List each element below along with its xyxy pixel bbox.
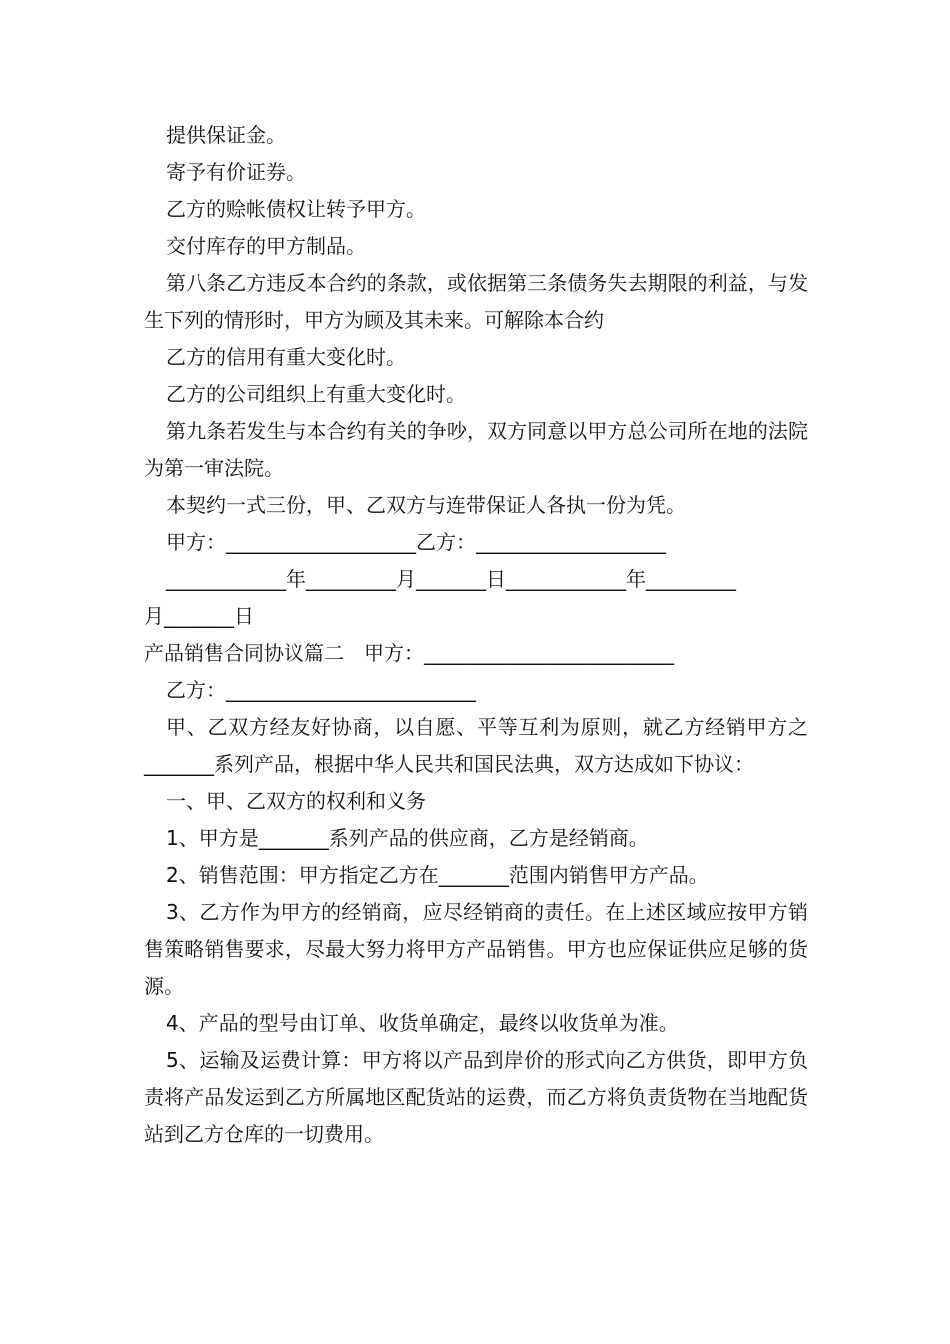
text-line: 寄予有价证券。 [166, 160, 306, 184]
text-line: 提供保证金。 [166, 123, 286, 147]
date-line: ____________年_________月_______日____________年_________ [166, 567, 736, 591]
section-title: 一、甲、乙双方的权利和义务 [166, 789, 426, 813]
text-line: 乙方的赊帐债权让转予甲方。 [166, 197, 426, 221]
article-9-paragraph: 第九条若发生与本合约有关的争吵，双方同意以甲方总公司所在地的法院为第一审法院。 [144, 419, 808, 480]
article-8-paragraph: 第八条乙方违反本合约的条款，或依据第三条债务失去期限的利益，与发生下列的情形时，甲方为顾及其未来。可解除本合约 [144, 271, 808, 332]
text-line: 交付库存的甲方制品。 [166, 234, 366, 258]
text-line: 乙方的信用有重大变化时。 [166, 345, 406, 369]
intro-paragraph: 甲、乙双方经友好协商，以自愿、平等互利为原则，就乙方经销甲方之_______系列产品，根据中华人民共和国民法典，双方达成如下协议： [144, 715, 808, 776]
section-heading-line: 产品销售合同协议篇二 甲方：_________________________ [144, 641, 674, 665]
party-b-line: 乙方：_________________________ [166, 678, 476, 702]
clause-2: 2、销售范围：甲方指定乙方在_______范围内销售甲方产品。 [166, 863, 709, 887]
clause-4: 4、产品的型号由订单、收货单确定，最终以收货单为准。 [166, 1011, 679, 1035]
document-body [144, 117, 808, 1153]
date-line-continued: 月_______日 [144, 604, 254, 628]
text-line: 乙方的公司组织上有重大变化时。 [166, 382, 466, 406]
clause-1: 1、甲方是_______系列产品的供应商，乙方是经销商。 [166, 826, 649, 850]
clause-3: 3、乙方作为甲方的经销商，应尽经销商的责任。在上述区域应按甲方销售策略销售要求，尽最大努力将甲方产品销售。甲方也应保证供应足够的货源。 [144, 900, 808, 998]
clause-5: 5、运输及运费计算：甲方将以产品到岸价的形式向乙方供货，即甲方负责将产品发运到乙方所属地区配货站的运费，而乙方将负责货物在当地配货站到乙方仓库的一切费用。 [144, 1048, 808, 1146]
text-line: 本契约一式三份，甲、乙双方与连带保证人各执一份为凭。 [166, 493, 686, 517]
signature-line: 甲方：___________________乙方：___________________ [166, 530, 666, 554]
